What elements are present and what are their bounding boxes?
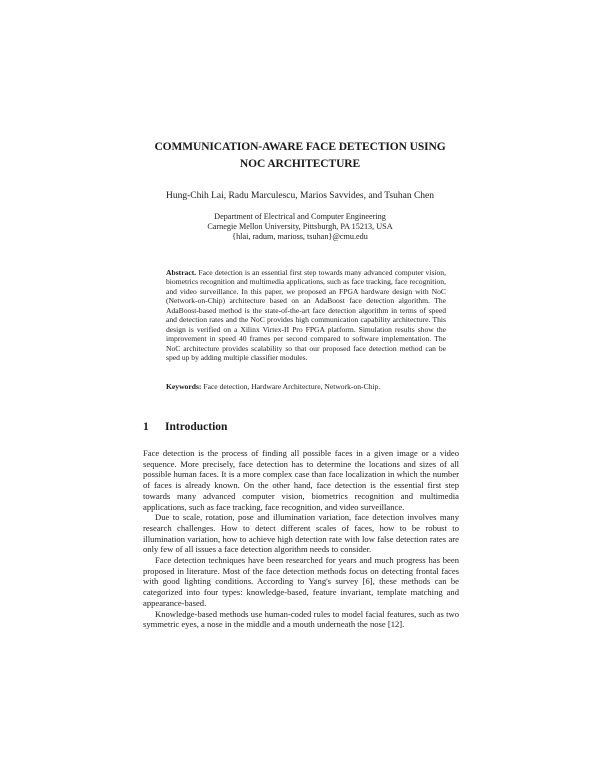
abstract bbox=[166, 268, 446, 363]
affiliation-department: Department of Electrical and Computer Engineering bbox=[214, 212, 386, 221]
section-body bbox=[143, 448, 459, 630]
paragraph: Due to scale, rotation, pose and illumination variation, face detection involves many research challenges. How to detect different scales of faces, how to be robust to illumination variation, how to achieve high detection rate with low false detection rates are only few of all issues a face detection algorithm needs to consider. bbox=[143, 512, 459, 555]
keywords-text: Face detection, Hardware Architecture, Network-on-Chip. bbox=[203, 382, 381, 391]
abstract-text: Face detection is an essential first step towards many advanced computer vision, biometrics recognition and multimedia applications, such as face tracking, face recognition, and video surveillance. In this paper, we proposed an FPGA hardware design with NoC (Network-on-Chip) architecture based on an AdaBoost face detection algorithm. The AdaBoost-based method is the state-of-the-art face detection algorithm in terms of speed and detection rates and the NoC provides high communication capability architecture. This design is verified on a Xilinx Virtex-II Pro FPGA platform. Simulation results show the improvement in speed 40 frames per second compared to software implementation. The NoC architecture provides scalability so that our proposed face detection method can be sped up by adding multiple classifier modules. bbox=[166, 268, 446, 363]
section-title: Introduction bbox=[165, 421, 228, 433]
keywords-label: Keywords: bbox=[166, 382, 202, 391]
keywords bbox=[166, 382, 466, 392]
affiliation-emails: {hlai, radum, marioss, tsuhan}@cmu.edu bbox=[232, 232, 368, 241]
paragraph: Knowledge-based methods use human-coded rules to model facial features, such as two symmetric eyes, a nose in the middle and a mouth underneath the nose [12]. bbox=[143, 608, 459, 630]
title-line-1: COMMUNICATION-AWARE FACE DETECTION USING bbox=[154, 141, 446, 153]
paragraph: Face detection is the process of finding all possible faces in a given image or a video sequence. More precisely, face detection has to determine the locations and sizes of all possible human faces. It is a more complex case than face localization in which the number of faces is already known. On the other hand, face detection is the essential first step towards many advanced computer vision, biometrics recognition and multimedia applications, such as face tracking, face recognition, and video surveillance. bbox=[143, 448, 459, 512]
authors: Hung-Chih Lai, Radu Marculescu, Marios Savvides, and Tsuhan Chen bbox=[165, 191, 435, 201]
paragraph: Face detection techniques have been researched for years and much progress has been proposed in literature. Most of the face detection methods focus on detecting frontal faces with good lighting conditions. According to Yang's survey [6], these methods can be categorized into four types: knowledge-based, feature invariant, template matching and appearance-based. bbox=[143, 555, 459, 608]
paper-title bbox=[100, 139, 500, 173]
title-line-2: NOC ARCHITECTURE bbox=[239, 158, 361, 170]
affiliation bbox=[150, 212, 450, 242]
affiliation-university: Carnegie Mellon University, Pittsburgh, PA 15213, USA bbox=[207, 222, 393, 231]
section-number: 1 bbox=[143, 421, 149, 433]
section-heading bbox=[143, 420, 227, 434]
abstract-label: Abstract. bbox=[166, 268, 197, 277]
